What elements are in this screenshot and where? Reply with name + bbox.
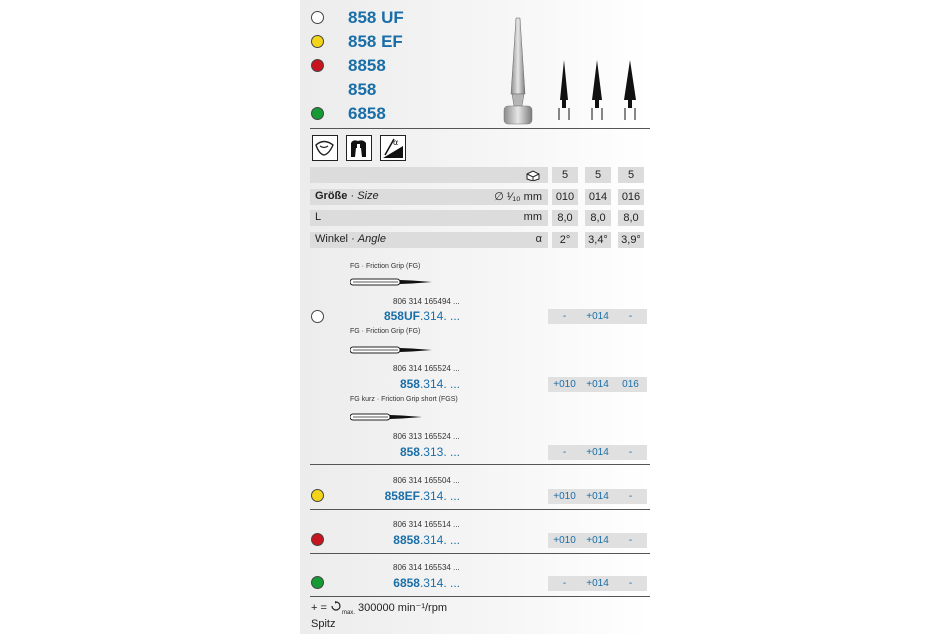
order-cell[interactable]: - <box>614 445 647 460</box>
variant-dot-858uf <box>311 11 324 24</box>
order-code-858-313[interactable] <box>350 445 460 459</box>
spec-row-pack <box>310 167 650 183</box>
pack-icon <box>526 169 540 181</box>
ref-code: 806 314 165524 ... <box>393 364 460 373</box>
spec-cell: 2° <box>552 232 578 248</box>
spec-label-length: L <box>315 211 322 223</box>
section-divider <box>310 596 650 597</box>
order-cell[interactable]: +014 <box>581 309 614 324</box>
spec-label-main: Winkel <box>315 233 349 245</box>
variant-dot-6858 <box>311 107 324 120</box>
order-code-bold: 858EF <box>384 489 420 503</box>
order-code-6858-314[interactable] <box>350 576 460 590</box>
spec-label-main: Größe <box>315 190 348 202</box>
spec-label-sep: · <box>347 190 358 202</box>
spec-cell: 010 <box>552 189 578 205</box>
shank-drawing-fg <box>350 344 434 356</box>
spec-cell: 014 <box>585 189 611 205</box>
section-divider <box>310 464 650 465</box>
order-cell[interactable]: - <box>548 576 581 591</box>
order-code-858-314[interactable] <box>350 377 460 391</box>
order-code-858ef-314[interactable] <box>350 489 460 503</box>
spec-cell: 016 <box>618 189 644 205</box>
spec-label-sub: Angle <box>357 233 386 245</box>
order-code-bold: 8858 <box>393 533 420 547</box>
order-code-rest: .314. ... <box>419 377 460 391</box>
order-code-rest: .314. ... <box>419 309 460 323</box>
order-code-rest: .314. ... <box>419 533 460 547</box>
spec-label-sep: · <box>348 233 358 245</box>
svg-text:α: α <box>393 138 399 147</box>
rpm-value: 300000 min⁻¹/rpm <box>354 602 447 614</box>
spec-label-size <box>315 190 379 202</box>
tooth-prep-icon <box>312 135 338 161</box>
variant-dot-858ef <box>311 35 324 48</box>
shank-label: FG kurz · Friction Grip short (FGS) <box>350 396 458 403</box>
variant-name-858: 858 <box>348 80 377 99</box>
spec-label-angle <box>315 233 386 245</box>
spec-unit-length: mm <box>523 211 542 223</box>
spec-unit-size: ∅ ¹⁄₁₀ mm <box>494 191 542 203</box>
shank-drawing-fg <box>350 276 434 288</box>
order-cell[interactable]: - <box>548 309 581 324</box>
order-cell[interactable]: 016 <box>614 377 647 392</box>
spec-cell: 5 <box>618 167 644 183</box>
ref-code: 806 314 165534 ... <box>393 563 460 572</box>
rpm-prefix: + = <box>311 602 330 614</box>
order-cell[interactable]: - <box>614 489 647 504</box>
ref-code: 806 314 165504 ... <box>393 476 460 485</box>
spec-cell: 3,4° <box>585 232 611 248</box>
variant-dot-858ef <box>311 489 324 502</box>
order-cell[interactable]: +014 <box>581 377 614 392</box>
spec-bar <box>310 210 548 226</box>
order-cell[interactable]: - <box>614 309 647 324</box>
section-divider <box>310 553 650 554</box>
order-code-bold: 858UF <box>383 309 420 323</box>
shape-note: Spitz <box>311 618 336 630</box>
variant-name-858uf: 858 UF <box>348 8 404 27</box>
variant-dot-8858 <box>311 59 324 72</box>
order-cell[interactable]: +010 <box>548 489 581 504</box>
rpm-sub: max. <box>341 610 355 617</box>
order-cell[interactable]: - <box>614 576 647 591</box>
angle-icon <box>380 135 406 161</box>
spec-cell: 8,0 <box>585 210 611 226</box>
order-cell[interactable]: +014 <box>581 445 614 460</box>
header-divider <box>310 128 650 129</box>
crown-icon <box>346 135 372 161</box>
variant-dot-6858 <box>311 576 324 589</box>
spec-cell: 8,0 <box>618 210 644 226</box>
bur-silhouette-010 <box>555 58 573 122</box>
variant-name-858ef: 858 EF <box>348 32 403 51</box>
bur-photo <box>498 14 538 126</box>
section-divider <box>310 509 650 510</box>
variant-name-6858: 6858 <box>348 104 386 123</box>
order-code-bold: 858 <box>399 445 420 459</box>
order-code-bold: 6858 <box>393 576 420 590</box>
order-code-bold: 858 <box>399 377 420 391</box>
spec-cell: 8,0 <box>552 210 578 226</box>
ref-code: 806 313 165524 ... <box>393 432 460 441</box>
order-cell[interactable]: +014 <box>581 533 614 548</box>
rpm-note <box>311 601 447 616</box>
variant-dot-8858 <box>311 533 324 546</box>
shank-label: FG · Friction Grip (FG) <box>350 263 421 270</box>
spec-unit-angle: α <box>535 233 542 245</box>
ref-code: 806 314 165494 ... <box>393 297 460 306</box>
rotation-icon <box>330 601 342 611</box>
order-cell[interactable]: - <box>614 533 647 548</box>
spec-row-length <box>310 210 650 226</box>
order-cell[interactable]: - <box>548 445 581 460</box>
bur-silhouette-014 <box>588 58 606 122</box>
order-cell[interactable]: +014 <box>581 489 614 504</box>
order-code-rest: .313. ... <box>419 445 460 459</box>
spec-row-angle <box>310 232 650 248</box>
order-cell[interactable]: +010 <box>548 533 581 548</box>
order-cell[interactable]: +014 <box>581 576 614 591</box>
order-code-8858-314[interactable] <box>350 533 460 547</box>
shank-label: FG · Friction Grip (FG) <box>350 328 421 335</box>
order-code-858uf-314[interactable] <box>350 309 460 323</box>
ref-code: 806 314 165514 ... <box>393 520 460 529</box>
order-code-rest: .314. ... <box>419 576 460 590</box>
spec-bar <box>310 167 548 183</box>
shank-drawing-fgs <box>350 411 434 423</box>
spec-cell: 5 <box>585 167 611 183</box>
spec-label-sub: Size <box>357 190 379 202</box>
variant-name-8858: 8858 <box>348 56 386 75</box>
spec-row-size <box>310 189 650 205</box>
order-cell[interactable]: +010 <box>548 377 581 392</box>
spec-cell: 5 <box>552 167 578 183</box>
variant-dot-858uf <box>311 310 324 323</box>
bur-silhouette-016 <box>621 58 639 122</box>
spec-cell: 3,9° <box>618 232 644 248</box>
order-code-rest: .314. ... <box>419 489 460 503</box>
